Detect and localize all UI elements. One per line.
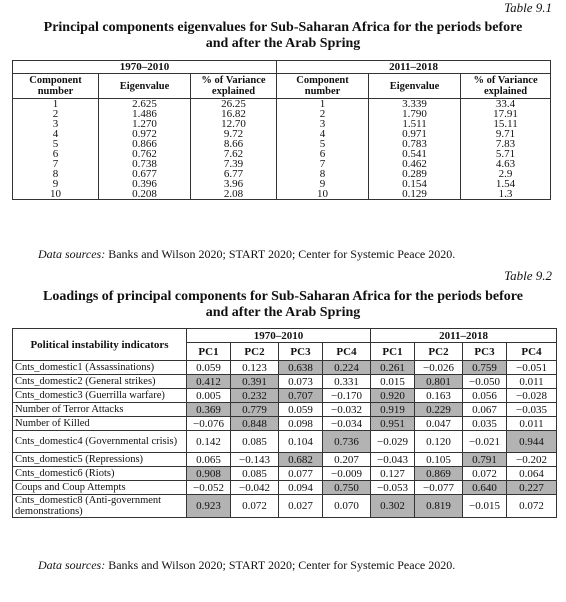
- table-title: [0, 20, 566, 52]
- indicator-name: Cnts_domestic1 (Assassinations): [13, 361, 187, 375]
- pc-header: PC1: [187, 343, 231, 361]
- loading-cell: 0.207: [323, 453, 371, 467]
- table-cell: 6: [13, 149, 99, 159]
- table-row: [13, 403, 557, 417]
- table-cell: 10: [277, 189, 369, 200]
- table-cell: 0.783: [369, 139, 461, 149]
- loading-cell: 0.779: [231, 403, 279, 417]
- loading-cell: −0.052: [187, 481, 231, 495]
- table-cell: 0.289: [369, 169, 461, 179]
- table-cell: 1.54: [461, 179, 551, 189]
- indicator-header: Political instability indicators: [13, 329, 187, 361]
- loading-cell: −0.076: [187, 417, 231, 431]
- table-cell: 9.72: [191, 129, 277, 139]
- loading-cell: 0.640: [463, 481, 507, 495]
- table-title-line: and after the Arab Spring: [205, 36, 361, 51]
- loadings-table-body: [13, 361, 557, 518]
- table-row: [13, 417, 557, 431]
- table-cell: 7: [13, 159, 99, 169]
- table-cell: 3: [277, 119, 369, 129]
- table-row: [13, 431, 557, 453]
- loading-cell: −0.077: [415, 481, 463, 495]
- column-header: Eigenvalue: [369, 74, 461, 99]
- table-cell: 9: [277, 179, 369, 189]
- pc-header: PC3: [279, 343, 323, 361]
- data-sources-label: Data sources:: [38, 558, 106, 572]
- loading-cell: 0.951: [371, 417, 415, 431]
- loading-cell: 0.908: [187, 467, 231, 481]
- indicator-name: Cnts_domestic8 (Anti-government demonstrations): [13, 495, 187, 518]
- loading-cell: −0.034: [323, 417, 371, 431]
- loading-cell: 0.232: [231, 389, 279, 403]
- table-cell: 0.462: [369, 159, 461, 169]
- loading-cell: −0.043: [371, 453, 415, 467]
- loading-cell: 0.120: [415, 431, 463, 453]
- loading-cell: 0.085: [231, 467, 279, 481]
- table-cell: 9: [13, 179, 99, 189]
- table-cell: 3.96: [191, 179, 277, 189]
- table-label: Table 9.1: [504, 0, 552, 15]
- loading-cell: 0.848: [231, 417, 279, 431]
- table-cell: 17.91: [461, 109, 551, 119]
- column-header: Component number: [13, 74, 99, 99]
- table-cell: 6.77: [191, 169, 277, 179]
- data-sources-label: Data sources:: [38, 247, 106, 261]
- table-cell: 1.270: [99, 119, 191, 129]
- column-header: Component number: [277, 74, 369, 99]
- table-cell: 8.66: [191, 139, 277, 149]
- loading-cell: 0.791: [463, 453, 507, 467]
- loading-cell: 0.801: [415, 375, 463, 389]
- loading-cell: 0.127: [371, 467, 415, 481]
- table-cell: 4: [277, 129, 369, 139]
- loading-cell: −0.050: [463, 375, 507, 389]
- table-row: [13, 189, 551, 200]
- loading-cell: 0.369: [187, 403, 231, 417]
- table-cell: 12.70: [191, 119, 277, 129]
- loading-cell: 0.163: [415, 389, 463, 403]
- table-cell: 0.972: [99, 129, 191, 139]
- table-cell: 7: [277, 159, 369, 169]
- loading-cell: 0.077: [279, 467, 323, 481]
- loading-cell: −0.029: [371, 431, 415, 453]
- table-cell: 1.486: [99, 109, 191, 119]
- table-cell: 5: [13, 139, 99, 149]
- table-row: [13, 139, 551, 149]
- loading-cell: 0.123: [231, 361, 279, 375]
- loading-cell: −0.053: [371, 481, 415, 495]
- loading-cell: 0.682: [279, 453, 323, 467]
- loading-cell: −0.042: [231, 481, 279, 495]
- loading-cell: 0.011: [507, 375, 557, 389]
- table-cell: 8: [277, 169, 369, 179]
- loading-cell: 0.047: [415, 417, 463, 431]
- table-title-line: Principal components eigenvalues for Sub-Saharan Africa for the periods before: [43, 20, 523, 35]
- table-cell: 0.541: [369, 149, 461, 159]
- table-title-line: Loadings of principal components for Sub-Saharan Africa for the periods before: [43, 289, 523, 304]
- pc-header: PC2: [415, 343, 463, 361]
- table-cell: 2.08: [191, 189, 277, 200]
- table-cell: 3: [13, 119, 99, 129]
- loading-cell: −0.026: [415, 361, 463, 375]
- table-row: [13, 179, 551, 189]
- table-cell: 26.25: [191, 99, 277, 110]
- pc-header: PC2: [231, 343, 279, 361]
- table-cell: 0.971: [369, 129, 461, 139]
- table-label: Table 9.2: [504, 268, 552, 283]
- table-cell: 7.83: [461, 139, 551, 149]
- table-row: [13, 169, 551, 179]
- loading-cell: 0.085: [231, 431, 279, 453]
- table-cell: 0.396: [99, 179, 191, 189]
- loading-cell: 0.015: [371, 375, 415, 389]
- data-sources-note: [38, 247, 455, 262]
- table-cell: 15.11: [461, 119, 551, 129]
- loading-cell: 0.944: [507, 431, 557, 453]
- loading-cell: 0.065: [187, 453, 231, 467]
- pc-header: PC3: [463, 343, 507, 361]
- table-row: [13, 375, 557, 389]
- table-cell: 8: [13, 169, 99, 179]
- table-row: [13, 129, 551, 139]
- period-header: 1970–2010: [187, 329, 371, 343]
- table-cell: 0.154: [369, 179, 461, 189]
- indicator-name: Cnts_domestic4 (Governmental crisis): [13, 431, 187, 453]
- indicator-name: Number of Killed: [13, 417, 187, 431]
- loading-cell: 0.331: [323, 375, 371, 389]
- table-cell: 33.4: [461, 99, 551, 110]
- period-header: 2011–2018: [371, 329, 557, 343]
- indicator-name: Number of Terror Attacks: [13, 403, 187, 417]
- table-row: [13, 389, 557, 403]
- table-cell: 7.39: [191, 159, 277, 169]
- table-title-line: and after the Arab Spring: [205, 305, 361, 320]
- table-cell: 0.129: [369, 189, 461, 200]
- loading-cell: 0.072: [231, 495, 279, 518]
- loading-cell: 0.923: [187, 495, 231, 518]
- loading-cell: 0.736: [323, 431, 371, 453]
- loading-cell: −0.170: [323, 389, 371, 403]
- indicator-name: Cnts_domestic2 (General strikes): [13, 375, 187, 389]
- loading-cell: 0.224: [323, 361, 371, 375]
- indicator-name: Cnts_domestic3 (Guerrilla warfare): [13, 389, 187, 403]
- loading-cell: −0.009: [323, 467, 371, 481]
- table-title: [0, 289, 566, 321]
- loading-cell: 0.064: [507, 467, 557, 481]
- column-header: Eigenvalue: [99, 74, 191, 99]
- loading-cell: −0.032: [323, 403, 371, 417]
- pc-header: PC1: [371, 343, 415, 361]
- loading-cell: −0.143: [231, 453, 279, 467]
- table-cell: 1.511: [369, 119, 461, 129]
- indicator-name: Cnts_domestic6 (Riots): [13, 467, 187, 481]
- loading-cell: 0.869: [415, 467, 463, 481]
- loading-cell: 0.072: [507, 495, 557, 518]
- table-row: [13, 361, 557, 375]
- loading-cell: 0.919: [371, 403, 415, 417]
- table-cell: 1.790: [369, 109, 461, 119]
- loadings-table: [12, 328, 557, 518]
- table-cell: 9.71: [461, 129, 551, 139]
- loading-cell: −0.202: [507, 453, 557, 467]
- loading-cell: 0.094: [279, 481, 323, 495]
- loading-cell: 0.059: [279, 403, 323, 417]
- table-cell: 0.762: [99, 149, 191, 159]
- loading-cell: 0.072: [463, 467, 507, 481]
- loading-cell: −0.035: [507, 403, 557, 417]
- loading-cell: 0.638: [279, 361, 323, 375]
- table-row: [13, 495, 557, 518]
- loading-cell: 0.229: [415, 403, 463, 417]
- loading-cell: −0.015: [463, 495, 507, 518]
- loading-cell: 0.035: [463, 417, 507, 431]
- period-header: 2011–2018: [277, 61, 551, 74]
- table-cell: 2.625: [99, 99, 191, 110]
- loading-cell: 0.261: [371, 361, 415, 375]
- table-cell: 5.71: [461, 149, 551, 159]
- table-cell: 0.738: [99, 159, 191, 169]
- loading-cell: 0.391: [231, 375, 279, 389]
- loading-cell: 0.067: [463, 403, 507, 417]
- pc-header: PC4: [323, 343, 371, 361]
- loading-cell: −0.051: [507, 361, 557, 375]
- table-row: [13, 159, 551, 169]
- loading-cell: 0.056: [463, 389, 507, 403]
- table-cell: 0.866: [99, 139, 191, 149]
- table-row: [13, 481, 557, 495]
- period-header: 1970–2010: [13, 61, 277, 74]
- loading-cell: 0.070: [323, 495, 371, 518]
- table-cell: 0.677: [99, 169, 191, 179]
- table-row: [13, 467, 557, 481]
- table-row: [13, 149, 551, 159]
- table-cell: 0.208: [99, 189, 191, 200]
- loading-cell: 0.059: [187, 361, 231, 375]
- loading-cell: 0.302: [371, 495, 415, 518]
- loading-cell: 0.098: [279, 417, 323, 431]
- data-sources-text: Banks and Wilson 2020; START 2020; Center for Systemic Peace 2020.: [105, 247, 456, 261]
- table-cell: 1: [277, 99, 369, 110]
- data-sources-note: [38, 558, 455, 573]
- indicator-name: Coups and Coup Attempts: [13, 481, 187, 495]
- table-cell: 5: [277, 139, 369, 149]
- loading-cell: 0.105: [415, 453, 463, 467]
- loading-cell: 0.227: [507, 481, 557, 495]
- eigenvalues-table-body: [13, 99, 551, 200]
- table-row: [13, 109, 551, 119]
- loading-cell: 0.412: [187, 375, 231, 389]
- table-row: [13, 99, 551, 110]
- table-cell: 2: [277, 109, 369, 119]
- loading-cell: 0.011: [507, 417, 557, 431]
- table-cell: 4: [13, 129, 99, 139]
- table-cell: 7.62: [191, 149, 277, 159]
- loading-cell: 0.073: [279, 375, 323, 389]
- eigenvalues-table: [12, 60, 551, 200]
- table-row: [13, 119, 551, 129]
- table-cell: 2.9: [461, 169, 551, 179]
- indicator-name: Cnts_domestic5 (Repressions): [13, 453, 187, 467]
- column-header: % of Variance explained: [191, 74, 277, 99]
- table-cell: 4.63: [461, 159, 551, 169]
- table-cell: 3.339: [369, 99, 461, 110]
- pc-header: PC4: [507, 343, 557, 361]
- table-row: [13, 453, 557, 467]
- loading-cell: 0.750: [323, 481, 371, 495]
- data-sources-text: Banks and Wilson 2020; START 2020; Center for Systemic Peace 2020.: [105, 558, 456, 572]
- table-cell: 2: [13, 109, 99, 119]
- loading-cell: −0.028: [507, 389, 557, 403]
- table-cell: 1.3: [461, 189, 551, 200]
- table-cell: 6: [277, 149, 369, 159]
- table-cell: 1: [13, 99, 99, 110]
- loading-cell: 0.759: [463, 361, 507, 375]
- loading-cell: 0.104: [279, 431, 323, 453]
- loading-cell: 0.005: [187, 389, 231, 403]
- loading-cell: 0.819: [415, 495, 463, 518]
- loading-cell: 0.142: [187, 431, 231, 453]
- column-header: % of Variance explained: [461, 74, 551, 99]
- loading-cell: 0.707: [279, 389, 323, 403]
- loading-cell: −0.021: [463, 431, 507, 453]
- loading-cell: 0.920: [371, 389, 415, 403]
- table-cell: 16.82: [191, 109, 277, 119]
- table-cell: 10: [13, 189, 99, 200]
- loading-cell: 0.027: [279, 495, 323, 518]
